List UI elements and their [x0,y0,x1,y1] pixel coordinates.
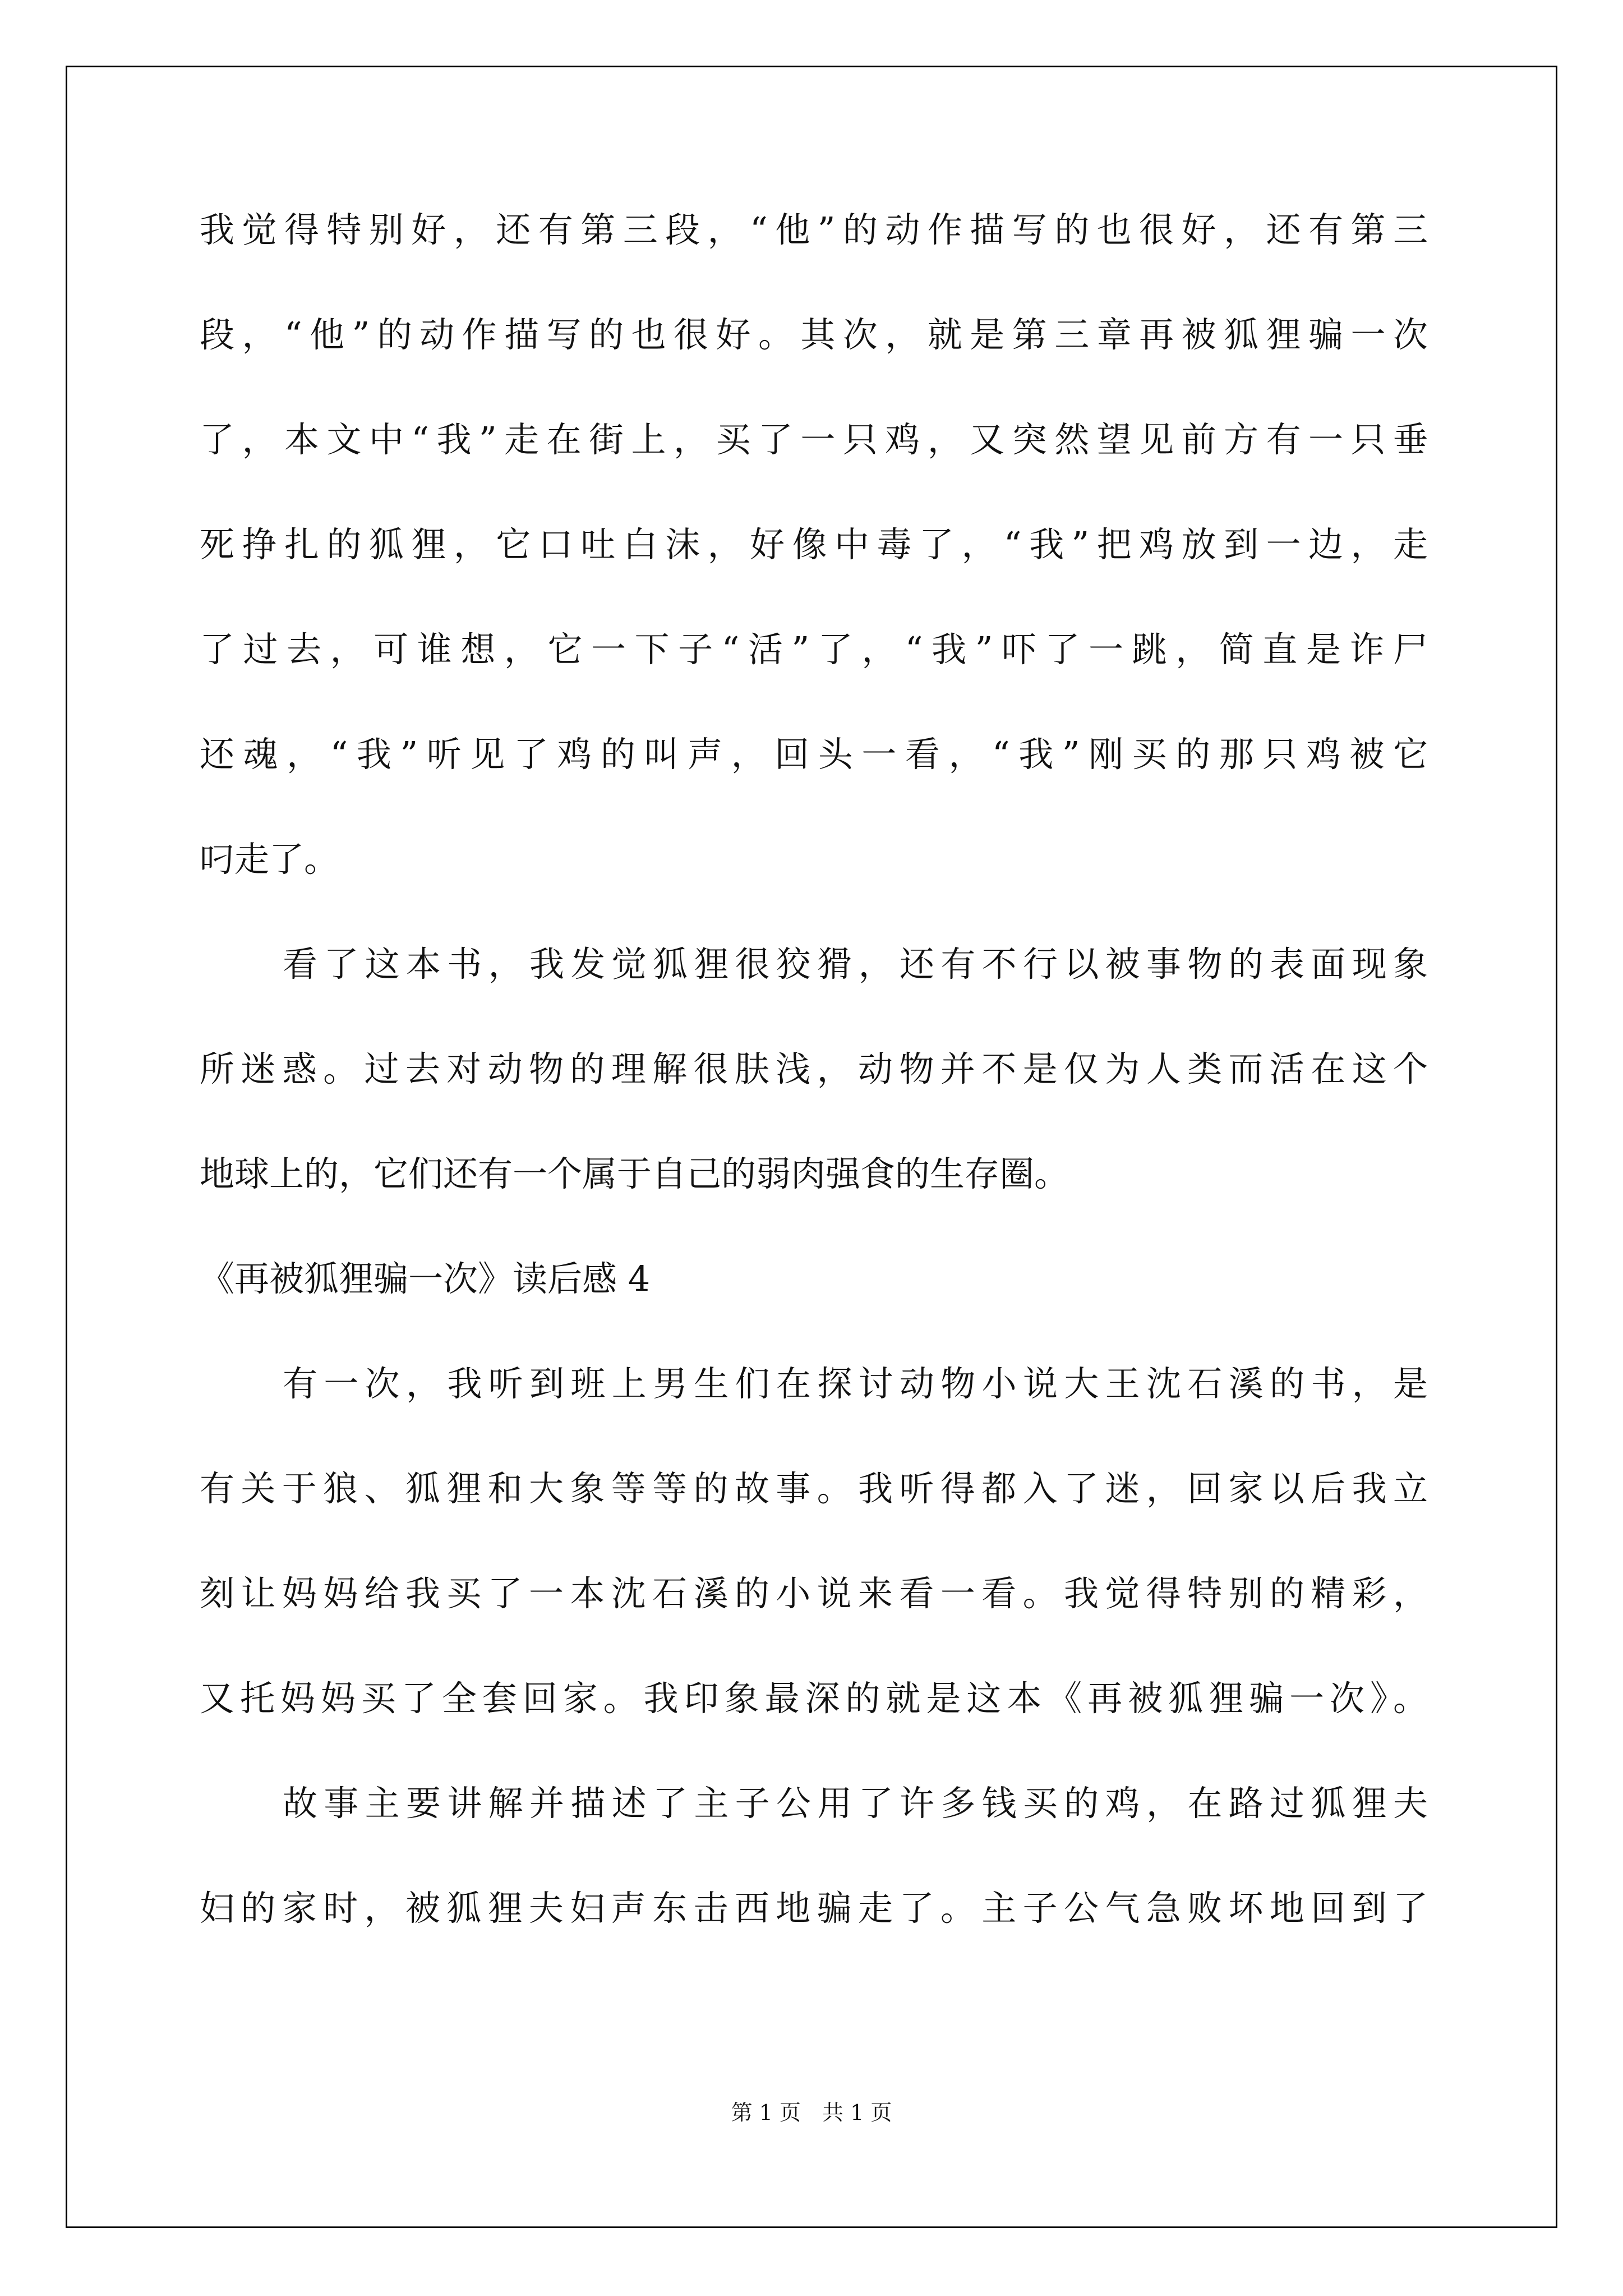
text-line: 所迷惑。过去对动物的理解很肤浅，动物并不是仅为人类而活在这个 [200,1048,1428,1089]
section-heading: 《再被狐狸骗一次》读后感 4 [200,1258,651,1299]
text-line: 我觉得特别好，还有第三段，“他”的动作描写的也很好，还有第三 [200,209,1428,250]
text-line: 妇的家时，被狐狸夫妇声东击西地骗走了。主子公气急败坏地回到了 [200,1888,1428,1929]
text-line: 叼走了。 [200,839,339,880]
text-line: 了过去，可谁想，它一下子“活”了，“我”吓了一跳，简直是诈尸 [200,629,1428,670]
text-line: 有关于狼、狐狸和大象等等的故事。我听得都入了迷，回家以后我立 [200,1468,1428,1509]
text-line: 刻让妈妈给我买了一本沈石溪的小说来看一看。我觉得特别的精彩， [200,1573,1428,1614]
page-number-footer: 第 1 页 共 1 页 [731,2100,892,2125]
paragraph-first-line: 有一次，我听到班上男生们在探讨动物小说大王沈石溪的书，是 [283,1363,1428,1404]
text-line: 还魂，“我”听见了鸡的叫声，回头一看，“我”刚买的那只鸡被它 [200,734,1428,775]
text-line: 段，“他”的动作描写的也很好。其次，就是第三章再被狐狸骗一次 [200,314,1428,355]
text-line: 又托妈妈买了全套回家。我印象最深的就是这本《再被狐狸骗一次》。 [200,1678,1428,1719]
text-line: 地球上的，它们还有一个属于自己的弱肉强食的生存圈。 [200,1153,1069,1194]
text-line: 死挣扎的狐狸，它口吐白沫，好像中毒了，“我”把鸡放到一边，走 [200,524,1428,565]
paragraph-first-line: 故事主要讲解并描述了主子公用了许多钱买的鸡，在路过狐狸夫 [283,1783,1428,1824]
paragraph-first-line: 看了这本书，我发觉狐狸很狡猾，还有不行以被事物的表面现象 [283,944,1428,984]
text-line: 了，本文中“我”走在街上，买了一只鸡，又突然望见前方有一只垂 [200,419,1428,460]
